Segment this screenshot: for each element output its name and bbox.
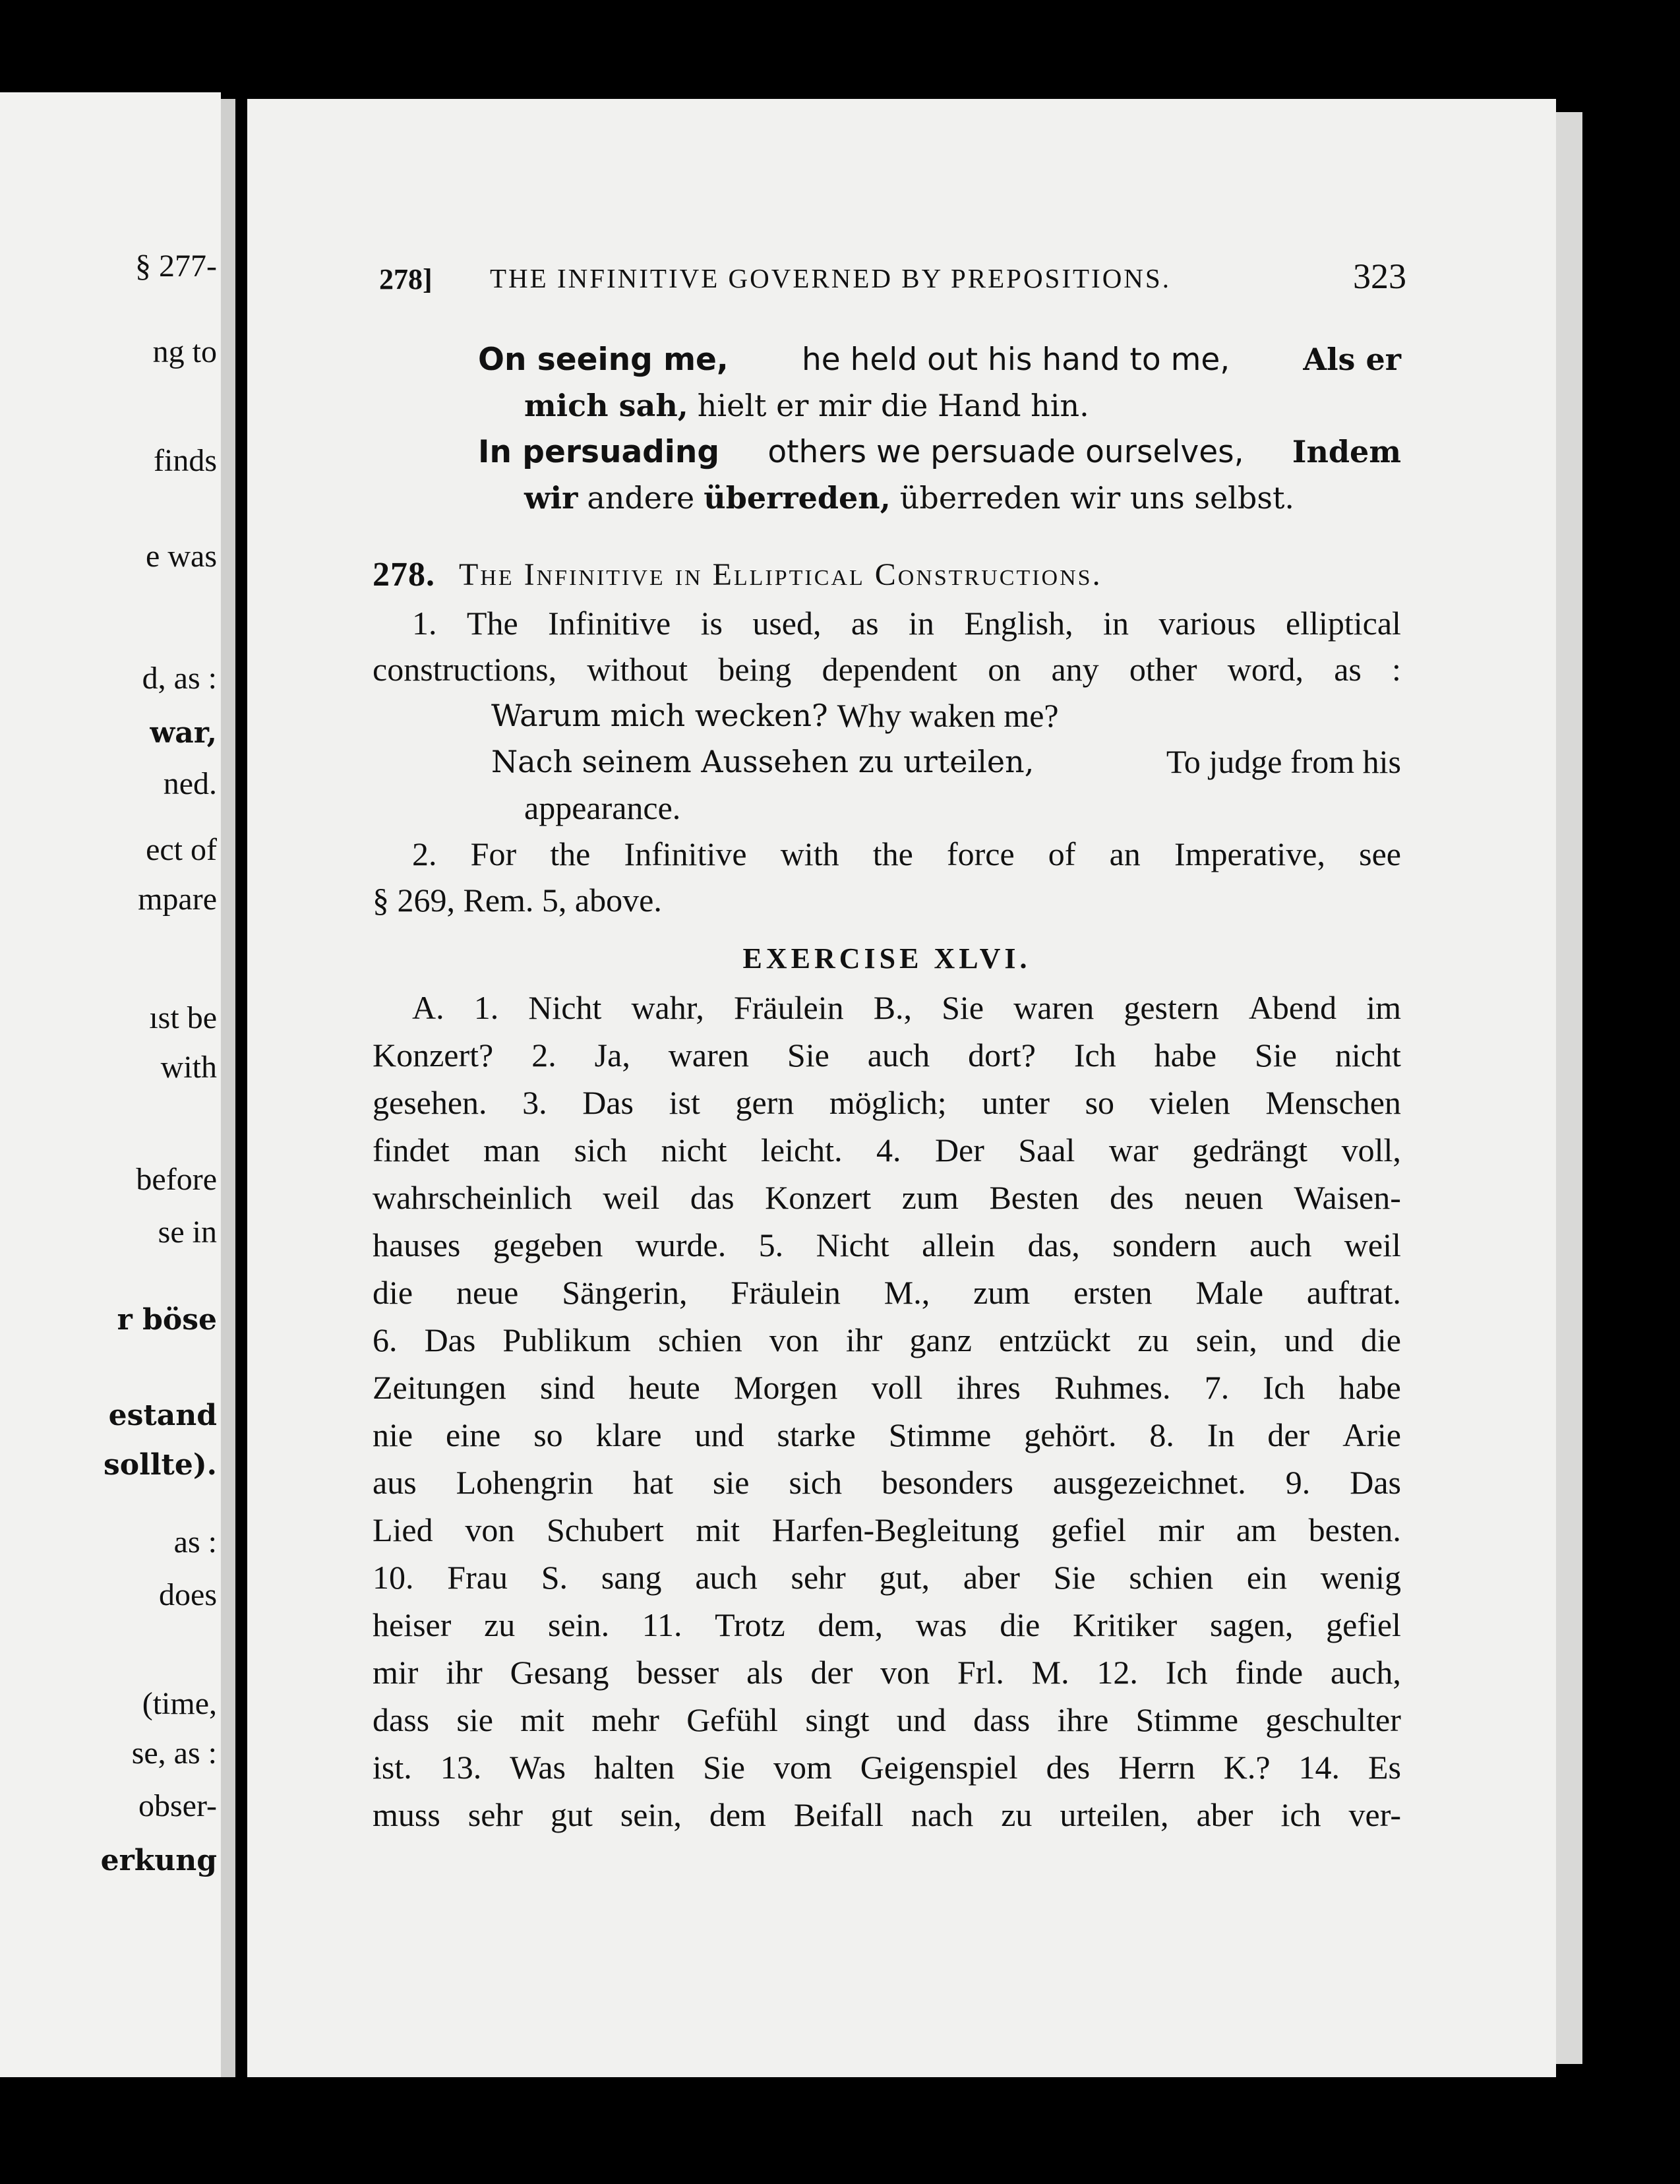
facing-page-fragment: before (136, 1162, 217, 1197)
exercise-text (373, 984, 1401, 1838)
exercise-line: mir ihr Gesang besser als der von Frl. M. 12. Ich finde auch, (373, 1654, 1401, 1691)
exercise-line: heiser zu sein. 11. Trotz dem, was die Kritiker sagen, gefiel (373, 1606, 1401, 1643)
section-reference: 278] (379, 263, 433, 295)
english-phrase: In persuading (478, 433, 720, 470)
exercise-line: findet man sich nicht leicht. 4. Der Saal war gedrängt voll, (373, 1132, 1401, 1168)
page-edge-shadow (1556, 112, 1582, 2064)
exercise-heading: EXERCISE XLVI. (742, 942, 1031, 975)
example-line (478, 429, 1401, 475)
facing-page-fragment: ect of (146, 832, 217, 867)
facing-page-fragment: sollte). (103, 1448, 217, 1482)
paragraph-line: 1. The Infinitive is used, as in English, in various elliptical (412, 605, 1401, 642)
facing-page-fragment: war, (150, 716, 217, 750)
english-text: To judge from his (1166, 743, 1401, 780)
section-title: The Infinitive in Elliptical Constructions. (459, 557, 1102, 592)
german-phrase: Indem (1292, 434, 1401, 470)
exercise-line: wahrscheinlich weil das Konzert zum Besten des neuen Waisen- (373, 1179, 1401, 1216)
facing-page-fragment: § 277- (135, 249, 217, 284)
facing-page (0, 92, 221, 2077)
example-line: appearance. (524, 789, 681, 826)
exercise-line: Lied von Schubert mit Harfen-Begleitung gefiel mir am besten. (373, 1511, 1401, 1548)
facing-page-fragment: does (159, 1577, 217, 1612)
paragraph-line: § 269, Rem. 5, above. (373, 882, 662, 919)
german-text: Warum mich wecken? (491, 698, 828, 733)
example-line (524, 382, 1401, 429)
facing-page-fragment: ng to (152, 334, 217, 369)
facing-page-fragment: finds (154, 443, 217, 478)
facing-page-fragment: d, as : (142, 661, 217, 696)
exercise-line: dass sie mit mehr Gefühl singt und dass ihre Stimme geschulter (373, 1701, 1401, 1738)
exercise-line: Konzert? 2. Ja, waren Sie auch dort? Ich habe Sie nicht (373, 1037, 1401, 1074)
german-phrase: mich sah, (524, 388, 688, 423)
english-text: others we persuade ourselves, (767, 433, 1244, 470)
facing-page-fragment: with (160, 1050, 217, 1085)
exercise-line: Zeitungen sind heute Morgen voll ihres Ruhmes. 7. Ich habe (373, 1369, 1401, 1406)
exercise-line: muss sehr gut sein, dem Beifall nach zu urteilen, aber ich ver- (373, 1796, 1401, 1833)
paragraph-line: constructions, without being dependent on any other word, as : (373, 651, 1401, 688)
running-header (379, 256, 1406, 302)
page-edge (221, 99, 235, 2077)
facing-page-fragment: obser- (138, 1788, 217, 1823)
german-text: überreden wir uns selbst. (899, 480, 1295, 516)
german-phrase: Als er (1303, 342, 1401, 377)
book-gutter (235, 99, 247, 2077)
exercise-line: ist. 13. Was halten Sie vom Geigenspiel des Herrn K.? 14. Es (373, 1749, 1401, 1786)
paragraph-line: 2. For the Infinitive with the force of an Imperative, see (412, 835, 1401, 872)
page-number: 323 (1353, 257, 1406, 296)
german-text: Nach seinem Aussehen zu urteilen, (491, 744, 1035, 779)
example-line (491, 692, 1401, 739)
facing-page-fragment: ned. (163, 766, 217, 801)
page-body (373, 336, 1401, 1838)
english-text: Why waken me? (837, 697, 1059, 734)
facing-page-fragment: mpare (138, 882, 217, 917)
german-text: andere (587, 480, 695, 516)
facing-page-fragment: as : (173, 1525, 217, 1560)
exercise-line: gesehen. 3. Das ist gern möglich; unter so vielen Menschen (373, 1084, 1401, 1121)
example-line (524, 475, 1401, 521)
exercise-line: nie eine so klare und starke Stimme gehört. 8. In der Arie (373, 1416, 1401, 1453)
facing-page-fragment: se, as : (131, 1736, 217, 1771)
facing-page-fragment: r böse (117, 1303, 217, 1337)
facing-page-fragment: estand (108, 1399, 217, 1432)
english-phrase: On seeing me, (478, 341, 729, 378)
section-heading (373, 549, 1401, 600)
exercise-line: 6. Das Publikum schien von ihr ganz entzückt zu sein, und die (373, 1321, 1401, 1358)
facing-page-fragment: se in (158, 1215, 217, 1250)
example-line (491, 739, 1401, 785)
facing-page-fragment: e was (146, 539, 217, 574)
exercise-line: hauses gegeben wurde. 5. Nicht allein das, sondern auch weil (373, 1227, 1401, 1263)
exercise-line: 10. Frau S. sang auch sehr gut, aber Sie schien ein wenig (373, 1559, 1401, 1596)
german-phrase: wir (524, 480, 578, 516)
facing-page-fragment: erkung (100, 1844, 217, 1877)
exercise-line: A. 1. Nicht wahr, Fräulein B., Sie waren gestern Abend im (412, 989, 1401, 1026)
german-text: hielt er mir die Hand hin. (697, 388, 1089, 423)
example-line (478, 336, 1401, 382)
book-page (247, 99, 1556, 2077)
german-phrase: überreden, (704, 480, 891, 516)
exercise-line: aus Lohengrin hat sie sich besonders ausgezeichnet. 9. Das (373, 1464, 1401, 1501)
section-number: 278. (373, 555, 435, 593)
running-title: THE INFINITIVE GOVERNED BY PREPOSITIONS. (490, 263, 1171, 293)
facing-page-fragment: ıst be (149, 1000, 217, 1035)
exercise-line: die neue Sängerin, Fräulein M., zum ersten Male auftrat. (373, 1274, 1401, 1311)
facing-page-fragment: (time, (142, 1686, 217, 1721)
english-text: he held out his hand to me, (801, 341, 1230, 378)
